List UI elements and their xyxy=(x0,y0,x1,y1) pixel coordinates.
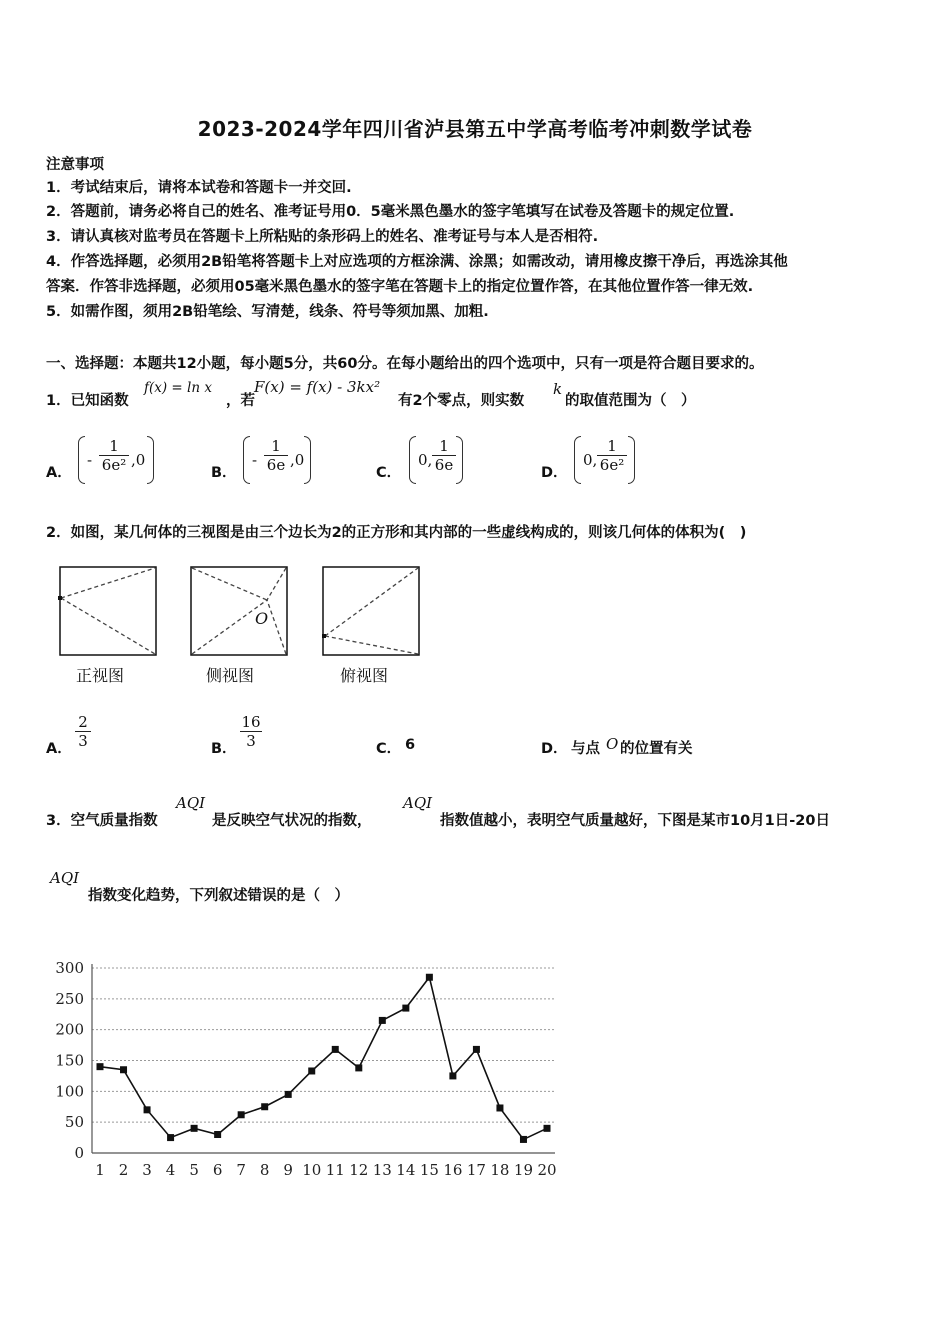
q2-option-d-tail: 的位置有关 xyxy=(620,741,693,757)
side-view-dashed-line xyxy=(267,568,286,600)
y-tick-label: 250 xyxy=(55,989,84,1008)
q1-suffix: 有2个零点，则实数 xyxy=(398,393,525,409)
aqi-data-point xyxy=(285,1091,292,1098)
aqi-data-point xyxy=(520,1136,527,1143)
aqi-data-point xyxy=(261,1103,268,1110)
x-tick-label: 20 xyxy=(537,1161,557,1179)
q2-option-c-label: C． xyxy=(376,741,402,757)
q1-option-c-frac xyxy=(432,437,456,474)
q2-option-a-den: 3 xyxy=(78,732,88,750)
top-view-label: 俯视图 xyxy=(340,666,389,685)
notice-item-3: 3．请认真核对监考员在答题卡上所粘贴的条形码上的姓名、准考证号与本人是否相符. xyxy=(46,229,599,245)
notice-item-4-cont: 答案．作答非选择题，必须用05毫米黑色墨水的签字笔在答题卡上的指定位置作答，在其他位置作答一律无效. xyxy=(46,279,754,295)
x-tick-label: 9 xyxy=(283,1161,293,1179)
q1-option-c-num: 1 xyxy=(439,437,449,455)
q1-option-b-frac xyxy=(264,437,288,474)
page-title: 2023-2024学年四川省泸县第五中学高考临考冲刺数学试卷 xyxy=(197,117,753,141)
aqi-data-point xyxy=(238,1111,245,1118)
q1-option-d-frac xyxy=(597,437,627,474)
q1-prefix: 1．已知函数 xyxy=(46,393,129,409)
aqi-data-point xyxy=(332,1046,339,1053)
aqi-data-point xyxy=(402,1005,409,1012)
q1-option-d-head: 0, xyxy=(583,451,598,469)
q2-option-d-var: O xyxy=(606,735,619,753)
top-view-figure xyxy=(318,562,428,662)
x-tick-label: 1 xyxy=(95,1161,105,1179)
top-view-dashed-line xyxy=(325,568,418,636)
q1-func: f(x) = ln x xyxy=(144,380,212,396)
x-tick-label: 15 xyxy=(419,1161,439,1179)
q3-aqi-3: AQI xyxy=(50,869,80,887)
q1-option-b-den: 6e xyxy=(266,456,286,474)
q3-aqi-2: AQI xyxy=(403,794,433,812)
notice-item-1: 1．考试结束后，请将本试卷和答题卡一并交回. xyxy=(46,180,352,196)
q2-option-b-label: B． xyxy=(211,741,237,757)
aqi-data-point xyxy=(544,1125,551,1132)
x-tick-label: 4 xyxy=(165,1161,176,1179)
q1-mid: ，若 xyxy=(226,393,255,409)
q1-option-a-tail: ,0 xyxy=(131,451,146,469)
q2-option-b-den: 3 xyxy=(246,732,256,750)
q3-mid: 是反映空气状况的指数， xyxy=(212,813,372,829)
aqi-data-point xyxy=(308,1067,315,1074)
q1-option-b-tail: ,0 xyxy=(290,451,305,469)
side-view-dashed-line xyxy=(267,600,286,654)
q2-option-a-num: 2 xyxy=(78,713,88,731)
x-tick-label: 16 xyxy=(443,1161,463,1179)
q1-option-d-den: 6e² xyxy=(599,456,625,474)
y-tick-label: 150 xyxy=(55,1051,84,1070)
side-view-square xyxy=(191,567,287,655)
q1-option-d-lparen xyxy=(574,436,581,484)
aqi-data-point xyxy=(449,1072,456,1079)
q1-option-b-num: 1 xyxy=(271,437,281,455)
side-view-figure xyxy=(186,562,296,662)
x-tick-label: 6 xyxy=(212,1161,223,1179)
q1-option-c-head: 0, xyxy=(418,451,433,469)
notice-item-2: 2．答题前，请务必将自己的姓名、准考证号用0．5毫米黑色墨水的签字笔填写在试卷及答题卡的规定位置. xyxy=(46,204,735,220)
q2-option-c-text: 6 xyxy=(405,737,416,753)
q1-option-c-den: 6e xyxy=(434,456,454,474)
q1-option-a-lparen xyxy=(78,436,85,484)
x-tick-label: 3 xyxy=(142,1161,152,1179)
aqi-series-line xyxy=(100,977,547,1139)
notice-item-4: 4．作答选择题，必须用2B铅笔将答题卡上对应选项的方框涂满、涂黑；如需改动，请用橡皮擦干净后，再选涂其他 xyxy=(46,254,788,270)
notice-item-5: 5．如需作图，须用2B铅笔绘、写清楚，线条、符号等须加黑、加粗. xyxy=(46,304,489,320)
q1-option-a-num: 1 xyxy=(109,437,119,455)
q1-option-c-lparen xyxy=(409,436,416,484)
q1-option-a-frac xyxy=(99,437,129,474)
x-tick-label: 5 xyxy=(189,1161,199,1179)
q1-option-b-lparen xyxy=(243,436,250,484)
front-view-figure xyxy=(55,562,165,662)
x-tick-label: 13 xyxy=(372,1161,392,1179)
side-view-label: 侧视图 xyxy=(206,666,255,685)
q1-option-c-label: C． xyxy=(376,465,402,481)
q2-option-d-text: 与点 xyxy=(571,741,600,757)
q1-option-b-label: B． xyxy=(211,465,237,481)
aqi-data-point xyxy=(355,1064,362,1071)
q1-option-a-den: 6e² xyxy=(101,456,127,474)
top-view-point xyxy=(322,634,326,638)
q2-option-b-frac xyxy=(240,713,262,750)
aqi-data-point xyxy=(214,1131,221,1138)
q1-option-b-sign: - xyxy=(252,451,258,469)
aqi-data-point xyxy=(97,1063,104,1070)
q1-option-a-label: A． xyxy=(46,465,72,481)
q1-option-a-rparen xyxy=(147,436,154,484)
q1-end: 的取值范围为（ ） xyxy=(565,393,696,409)
front-view-point xyxy=(58,596,62,600)
x-tick-label: 19 xyxy=(513,1161,534,1179)
aqi-data-point xyxy=(167,1134,174,1141)
side-view-dashed-line xyxy=(192,568,267,600)
aqi-data-point xyxy=(473,1046,480,1053)
top-view-square xyxy=(323,567,419,655)
aqi-data-point xyxy=(426,974,433,981)
aqi-data-point xyxy=(144,1106,151,1113)
q2-option-b-num: 16 xyxy=(241,713,261,731)
q2-option-a-frac xyxy=(75,713,91,750)
aqi-line-chart xyxy=(40,950,580,1190)
aqi-data-point xyxy=(379,1017,386,1024)
q1-option-d-rparen xyxy=(628,436,635,484)
q1-option-a-sign: - xyxy=(87,451,93,469)
aqi-data-point xyxy=(120,1066,127,1073)
x-tick-label: 10 xyxy=(302,1161,322,1179)
q2-option-a-label: A． xyxy=(46,741,72,757)
top-view-dashed-line xyxy=(325,636,418,654)
x-tick-label: 8 xyxy=(259,1161,270,1179)
y-tick-label: 50 xyxy=(64,1113,84,1132)
q1-option-d-label: D． xyxy=(541,465,568,481)
front-view-square xyxy=(60,567,156,655)
x-tick-label: 2 xyxy=(118,1161,129,1179)
y-tick-label: 0 xyxy=(74,1144,84,1162)
x-tick-label: 12 xyxy=(349,1161,369,1179)
y-tick-label: 200 xyxy=(55,1020,84,1039)
q1-func2: F(x) = f(x) - 3kx² xyxy=(254,378,381,396)
aqi-data-point xyxy=(191,1125,198,1132)
q1-option-b-rparen xyxy=(304,436,311,484)
x-tick-label: 7 xyxy=(236,1161,246,1179)
q1-var-k: k xyxy=(553,380,563,398)
x-tick-label: 18 xyxy=(490,1161,510,1179)
q3-aqi-1: AQI xyxy=(176,794,206,812)
section-heading: 一、选择题：本题共12小题，每小题5分，共60分。在每小题给出的四个选项中，只有一项是符合题目要求的。 xyxy=(46,356,764,372)
front-view-label: 正视图 xyxy=(76,666,125,685)
y-tick-label: 300 xyxy=(55,959,84,977)
aqi-data-point xyxy=(496,1104,503,1111)
q1-option-c-rparen xyxy=(456,436,463,484)
notice-heading: 注意事项 xyxy=(46,157,104,173)
x-tick-label: 11 xyxy=(325,1161,345,1179)
q3-suffix: 指数值越小，表明空气质量越好，下图是某市10月1日-20日 xyxy=(440,813,830,829)
q1-option-d-num: 1 xyxy=(607,437,617,455)
q2-text: 2．如图，某几何体的三视图是由三个边长为2的正方形和其内部的一些虚线构成的，则该几何体的体积为( ) xyxy=(46,525,747,541)
y-tick-label: 100 xyxy=(55,1082,84,1101)
q3-prefix: 3．空气质量指数 xyxy=(46,813,158,829)
side-view-point-o: O xyxy=(255,609,269,628)
x-tick-label: 14 xyxy=(396,1161,416,1179)
front-view-dashed-line xyxy=(61,568,155,598)
q2-option-d-label: D． xyxy=(541,741,568,757)
front-view-dashed-line xyxy=(61,598,155,654)
q3-line2: 指数变化趋势，下列叙述错误的是（ ） xyxy=(88,888,349,904)
x-tick-label: 17 xyxy=(466,1161,486,1179)
